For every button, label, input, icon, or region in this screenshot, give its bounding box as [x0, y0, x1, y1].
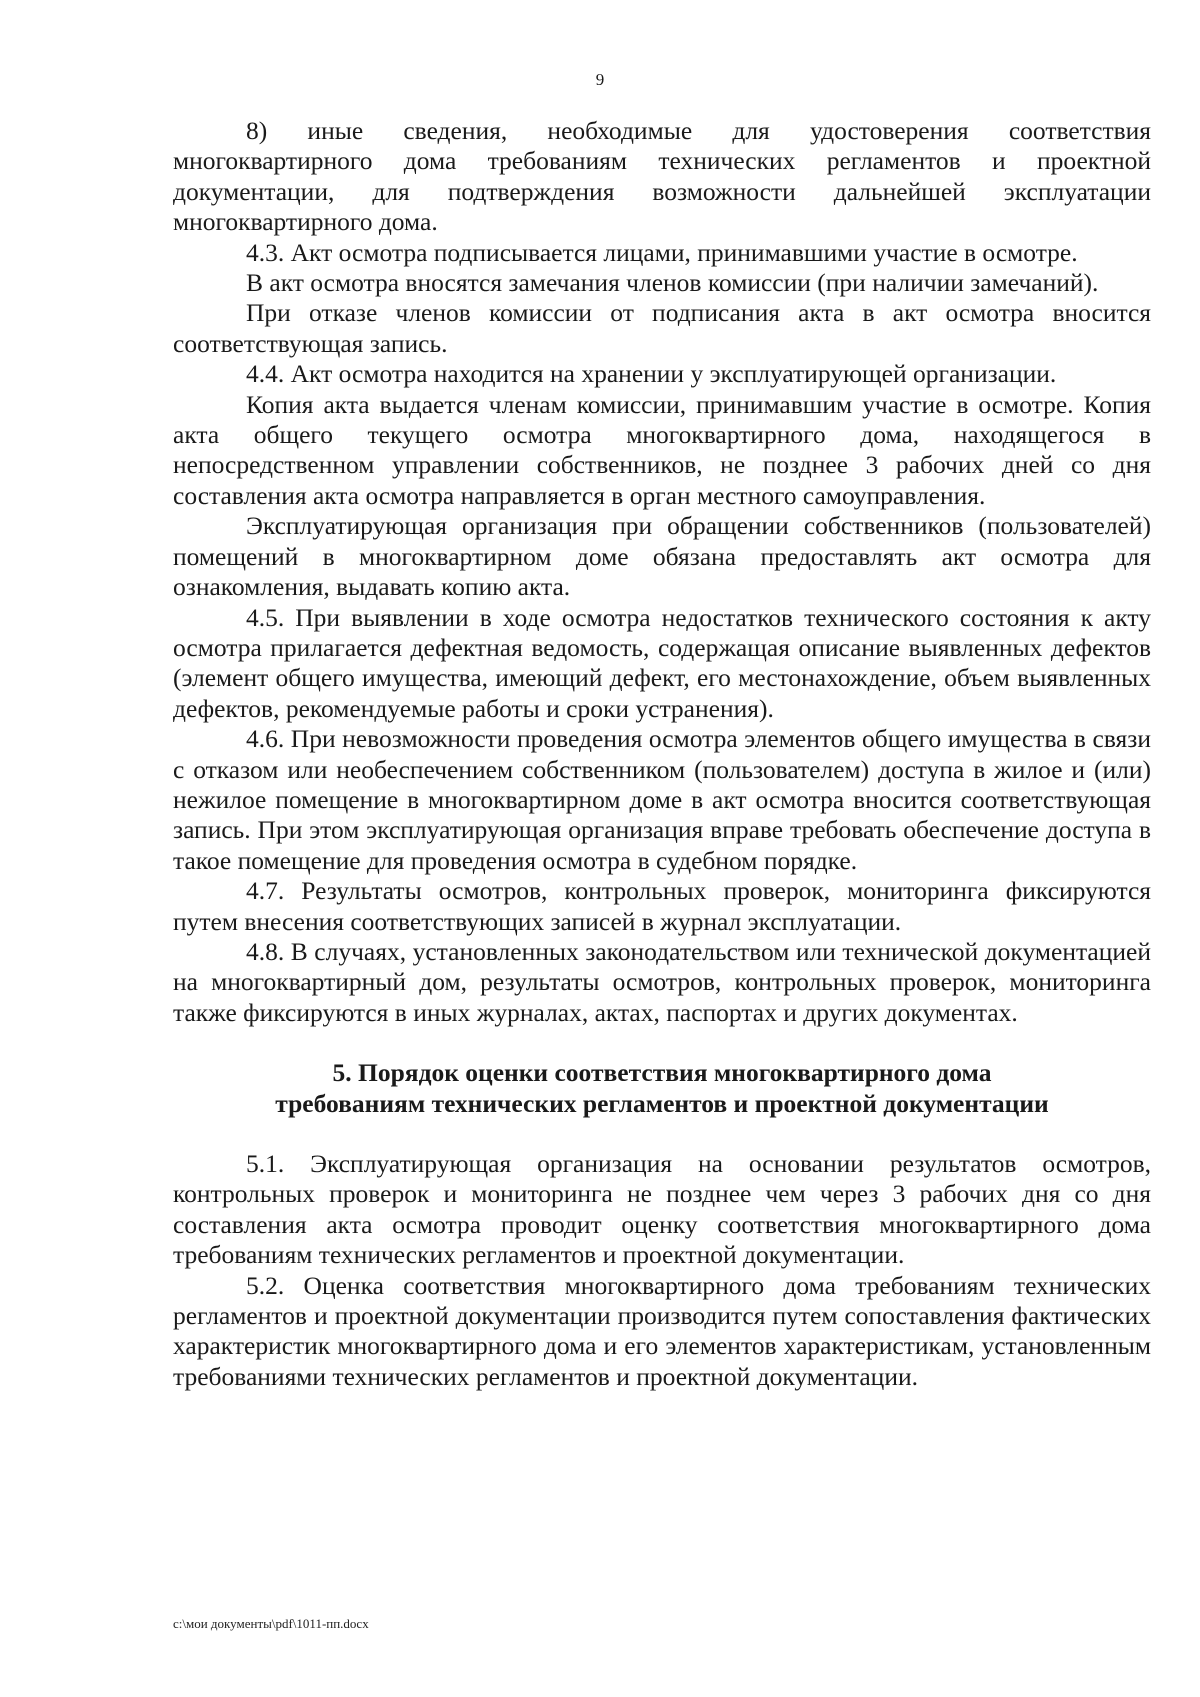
section-heading-line-1: 5. Порядок оценки соответствия многоквартирного дома: [332, 1058, 992, 1088]
document-body: [173, 116, 1151, 1392]
footer-file-path: c:\мои документы\pdf\1011-пп.docx: [173, 1616, 369, 1631]
paragraph-copy: Копия акта выдается членам комиссии, принимавшим участие в осмотре. Копия акта общего текущего осмотра многоквартирного дома, находящегося в непосредственном управлении собственников, не позднее 3 рабочих дней со дня составления акта осмотра направляется в орган местного самоуправления.: [173, 389, 1151, 510]
page-number: 9: [595, 70, 605, 89]
paragraph-4-8: 4.8. В случаях, установленных законодательством или технической документацией на многоквартирный дом, результаты осмотров, контрольных проверок, мониторинга также фиксируются в иных журналах, актах, паспортах и других документах.: [173, 936, 1151, 1027]
paragraph-operating-org: Эксплуатирующая организация при обращении собственников (пользователей) помещений в многоквартирном доме обязана предоставлять акт осмотра для ознакомления, выдавать копию акта.: [173, 511, 1151, 602]
paragraph-4-3: 4.3. Акт осмотра подписывается лицами, принимавшими участие в осмотре.: [246, 237, 1078, 267]
paragraph-refusal: При отказе членов комиссии от подписания акта в акт осмотра вносится соответствующая запись.: [173, 298, 1151, 358]
paragraph-5-2: 5.2. Оценка соответствия многоквартирного дома требованиям технических регламентов и проектной документации производится путем сопоставления фактических характеристик многоквартирного дома и его элементов характеристикам, установленным требованиями технических регламентов и проектной документации.: [173, 1270, 1151, 1391]
paragraph-remarks: В акт осмотра вносятся замечания членов комиссии (при наличии замечаний).: [246, 268, 1099, 298]
section-heading-line-2: требованиям технических регламентов и проектной документации: [275, 1088, 1049, 1118]
section-heading: [173, 1058, 1151, 1119]
paragraph-4-6: 4.6. При невозможности проведения осмотра элементов общего имущества в связи с отказом или необеспечением собственником (пользователем) доступа в жилое и (или) нежилое помещение в многоквартирном доме в акт осмотра вносится соответствующая запись. При этом эксплуатирующая организация вправе требовать обеспечение доступа в такое помещение для проведения осмотра в судебном порядке.: [173, 724, 1151, 875]
paragraph-4-5: 4.5. При выявлении в ходе осмотра недостатков технического состояния к акту осмотра прилагается дефектная ведомость, содержащая описание выявленных дефектов (элемент общего имущества, имеющий дефект, его местонахождение, объем выявленных дефектов, рекомендуемые работы и сроки устранения).: [173, 602, 1151, 723]
paragraph-5-1: 5.1. Эксплуатирующая организация на основании результатов осмотров, контрольных проверок и мониторинга не позднее чем через 3 рабочих дня со дня составления акта осмотра проводит оценку соответствия многоквартирного дома требованиям технических регламентов и проектной документации.: [173, 1149, 1151, 1270]
paragraph-item-8: 8) иные сведения, необходимые для удостоверения соответствия многоквартирного дома требованиям технических регламентов и проектной документации, для подтверждения возможности дальнейшей эксплуатации многоквартирного дома.: [173, 116, 1151, 237]
paragraph-4-4: 4.4. Акт осмотра находится на хранении у эксплуатирующей организации.: [246, 359, 1057, 389]
paragraph-4-7: 4.7. Результаты осмотров, контрольных проверок, мониторинга фиксируются путем внесения соответствующих записей в журнал эксплуатации.: [173, 876, 1151, 936]
